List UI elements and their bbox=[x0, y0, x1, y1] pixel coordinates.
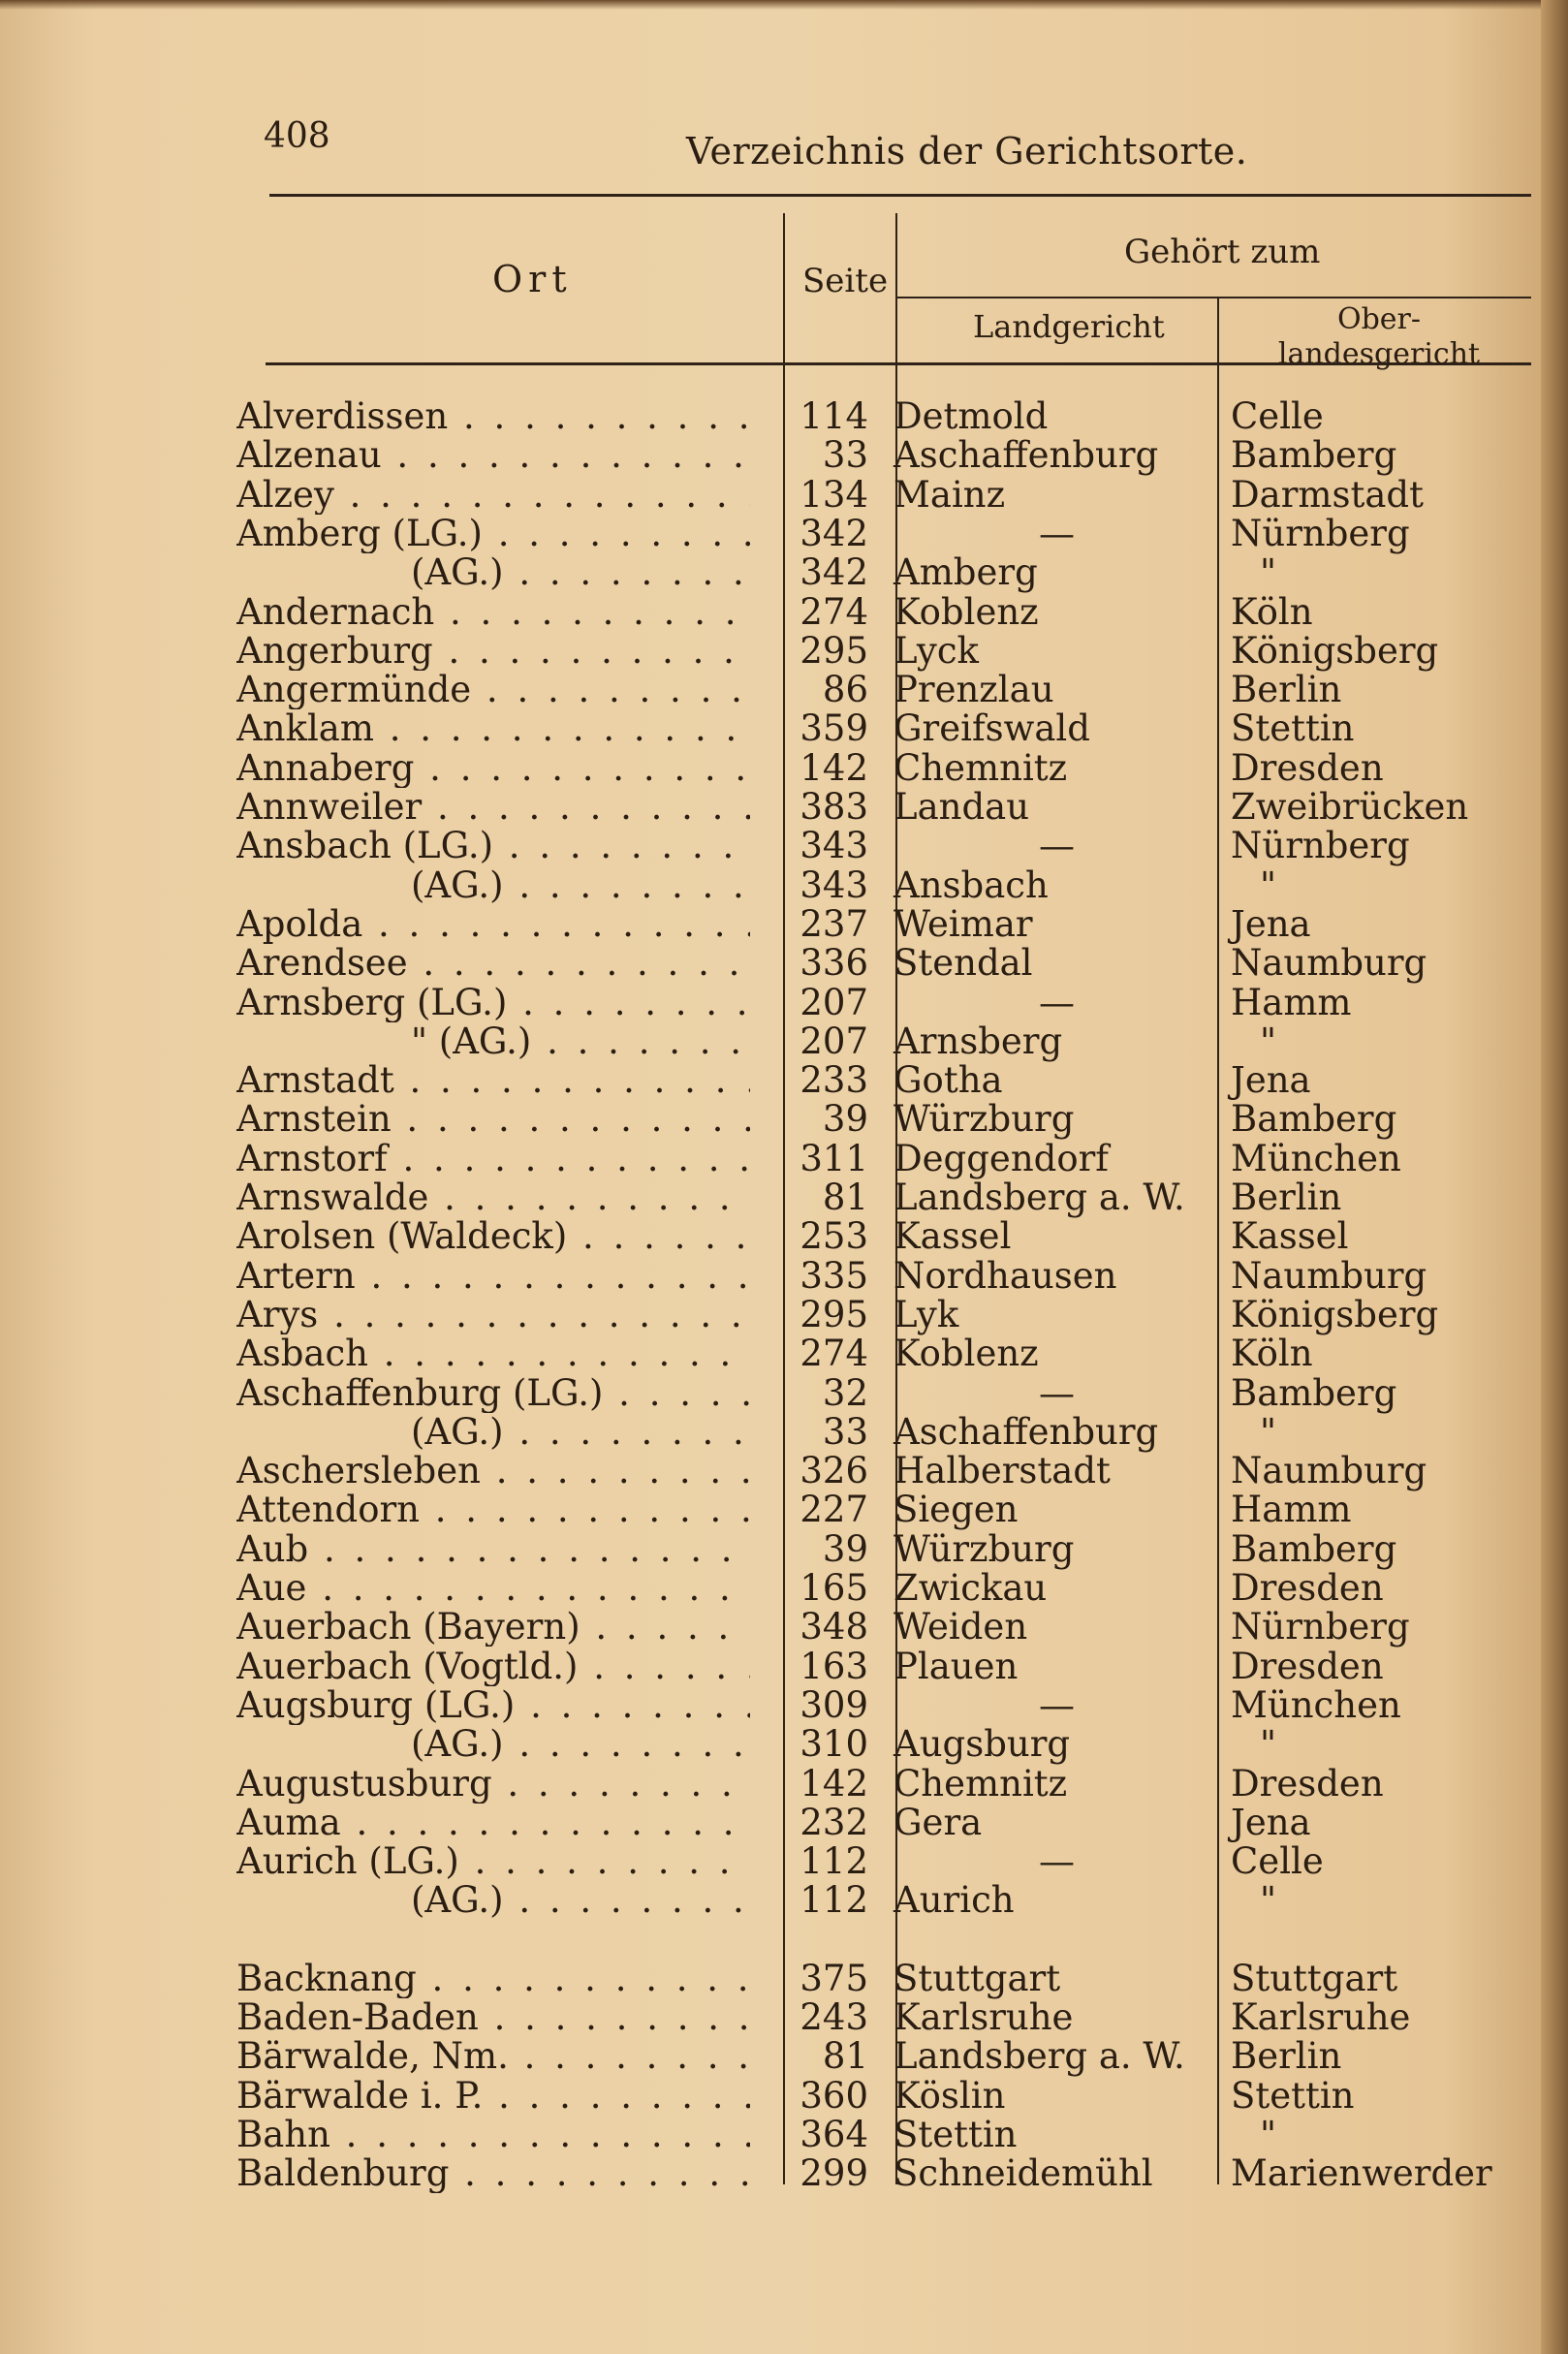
place-name: Angermünde . . . bbox=[236, 671, 750, 709]
page-reference: 233 bbox=[800, 1059, 868, 1102]
table-row bbox=[0, 1683, 1568, 1726]
place-name: Arendsee . . . bbox=[236, 944, 750, 983]
oberlandesgericht-name: Zweibrücken bbox=[1231, 786, 1469, 828]
oberlandesgericht-line-1: Ober- bbox=[1336, 302, 1422, 336]
table-row bbox=[0, 1957, 1568, 1999]
place-name: Apolda . . . bbox=[236, 905, 750, 944]
oberlandesgericht-name: Hamm bbox=[1231, 981, 1352, 1023]
oberlandesgericht-name: Stettin bbox=[1231, 707, 1355, 750]
landgericht-name: Weimar bbox=[894, 902, 1033, 945]
landgericht-name: Deggendorf bbox=[894, 1137, 1109, 1179]
page-reference: 81 bbox=[822, 2035, 868, 2078]
running-title: Verzeichnis der Gerichtsorte. bbox=[686, 130, 1248, 173]
oberlandesgericht-name: " bbox=[1260, 551, 1277, 594]
table-row bbox=[0, 1645, 1568, 1687]
landgericht-name: Gera bbox=[894, 1801, 983, 1843]
landgericht-name: Kassel bbox=[894, 1215, 1012, 1258]
place-name: (AG.) . . . bbox=[236, 1413, 750, 1452]
page-reference: 207 bbox=[800, 1020, 868, 1062]
landgericht-name: Greifswald bbox=[894, 707, 1090, 750]
landgericht-name: Siegen bbox=[894, 1489, 1019, 1531]
landgericht-name: Weiden bbox=[894, 1606, 1028, 1648]
oberlandesgericht-name: " bbox=[1260, 2113, 1277, 2155]
oberlandesgericht-name: Bamberg bbox=[1231, 1527, 1397, 1570]
landgericht-name: Lyk bbox=[894, 1293, 959, 1335]
page-reference: 348 bbox=[800, 1606, 868, 1648]
table-row bbox=[0, 2037, 1568, 2076]
landgericht-name: Würzburg bbox=[894, 1098, 1075, 1141]
page-reference: 311 bbox=[800, 1137, 868, 1179]
place-name: " (AG.) . . . bbox=[236, 1022, 750, 1061]
table-row bbox=[0, 2113, 1568, 2155]
page-reference: 237 bbox=[800, 902, 868, 945]
oberlandesgericht-name: Nürnberg bbox=[1231, 1606, 1410, 1648]
oberlandesgericht-name: Stuttgart bbox=[1231, 1957, 1398, 1999]
oberlandesgericht-name: " bbox=[1260, 1879, 1277, 1922]
table-row bbox=[0, 1410, 1568, 1453]
table-row bbox=[0, 1842, 1568, 1881]
table-row bbox=[0, 1452, 1568, 1491]
page-reference: 227 bbox=[800, 1489, 868, 1531]
page-reference: 360 bbox=[800, 2074, 868, 2117]
oberlandesgericht-name: Dresden bbox=[1231, 1567, 1384, 1609]
table-row bbox=[0, 1022, 1568, 1061]
place-name: Arnstadt . . . bbox=[236, 1061, 750, 1100]
oberlandesgericht-name: Hamm bbox=[1231, 1489, 1352, 1531]
page-reference: 335 bbox=[800, 1254, 868, 1297]
page-reference: 310 bbox=[800, 1723, 868, 1766]
landgericht-name: — bbox=[1039, 512, 1075, 554]
table-row bbox=[0, 629, 1568, 672]
table-row bbox=[0, 1569, 1568, 1608]
oberlandesgericht-name: Berlin bbox=[1231, 1177, 1342, 1218]
landgericht-name: Stettin bbox=[894, 2113, 1018, 2155]
oberlandesgericht-name: München bbox=[1231, 1137, 1401, 1179]
landgericht-name: — bbox=[1039, 1683, 1075, 1726]
page-reference: 309 bbox=[800, 1683, 868, 1726]
landgericht-name: Mainz bbox=[894, 473, 1006, 516]
place-name: Bärwalde i. P. . . . bbox=[236, 2077, 750, 2116]
landgericht-name: Ansbach bbox=[894, 863, 1049, 906]
place-name: Auerbach (Bayern) . . . bbox=[236, 1608, 750, 1647]
table-row bbox=[0, 1061, 1568, 1100]
page-reference: 326 bbox=[800, 1450, 868, 1492]
place-name: Alverdissen . . . bbox=[236, 397, 750, 436]
table-row bbox=[0, 2154, 1568, 2193]
place-name: Arnsberg (LG.) . . . bbox=[236, 984, 750, 1022]
oberlandesgericht-name: Bamberg bbox=[1231, 1371, 1397, 1414]
page-reference: 295 bbox=[800, 629, 868, 672]
landgericht-name: Koblenz bbox=[894, 1333, 1039, 1375]
landgericht-name: Karlsruhe bbox=[894, 1996, 1074, 2038]
oberlandesgericht-name: Jena bbox=[1231, 902, 1311, 945]
landgericht-name: Landsberg a. W. bbox=[894, 2035, 1185, 2078]
page-reference: 163 bbox=[800, 1645, 868, 1687]
oberlandesgericht-name: Celle bbox=[1231, 395, 1324, 437]
landgericht-name: — bbox=[1039, 1840, 1075, 1883]
page-reference: 114 bbox=[800, 395, 868, 437]
place-name: Bahn . . . bbox=[236, 2116, 750, 2154]
place-name: (AG.) . . . bbox=[236, 1881, 750, 1920]
table-row bbox=[0, 981, 1568, 1023]
landgericht-name: Gotha bbox=[894, 1059, 1003, 1102]
place-name: Annweiler . . . bbox=[236, 788, 750, 827]
page-reference: 383 bbox=[800, 786, 868, 828]
landgericht-name: Lyck bbox=[894, 629, 979, 672]
column-header-ort: Ort bbox=[492, 258, 573, 300]
table-row bbox=[0, 436, 1568, 475]
place-name: Artern . . . bbox=[236, 1257, 750, 1296]
landgericht-name: Köslin bbox=[894, 2074, 1006, 2117]
column-header-landgericht: Landgericht bbox=[973, 308, 1165, 345]
column-header-oberlandesgericht bbox=[1219, 302, 1539, 372]
page-reference: 243 bbox=[800, 1996, 868, 2038]
table-row bbox=[0, 1527, 1568, 1570]
landgericht-name: — bbox=[1039, 1371, 1075, 1414]
place-name: Ansbach (LG.) . . . bbox=[236, 827, 750, 865]
table-row bbox=[0, 1254, 1568, 1297]
page-reference: 299 bbox=[800, 2152, 868, 2195]
place-name: Auerbach (Vogtld.) . . . bbox=[236, 1648, 750, 1686]
landgericht-name: Stendal bbox=[894, 942, 1033, 985]
page-reference: 343 bbox=[800, 863, 868, 906]
page-reference: 342 bbox=[800, 551, 868, 594]
oberlandesgericht-name: Köln bbox=[1231, 590, 1313, 633]
oberlandesgericht-name: Königsberg bbox=[1231, 629, 1439, 672]
page-reference: 232 bbox=[800, 1801, 868, 1843]
table-row bbox=[0, 1762, 1568, 1805]
place-name: Baldenburg . . . bbox=[236, 2154, 750, 2193]
oberlandesgericht-name: Kassel bbox=[1231, 1215, 1349, 1258]
oberlandesgericht-name: " bbox=[1260, 863, 1277, 906]
table-row bbox=[0, 2074, 1568, 2117]
landgericht-name: Aschaffenburg bbox=[894, 1410, 1159, 1453]
place-name: Arnstein . . . bbox=[236, 1100, 750, 1139]
landgericht-name: Aschaffenburg bbox=[894, 434, 1159, 477]
table-row bbox=[0, 1725, 1568, 1764]
landgericht-name: — bbox=[1039, 825, 1075, 867]
landgericht-name: Koblenz bbox=[894, 590, 1039, 633]
oberlandesgericht-name: Naumburg bbox=[1231, 942, 1427, 985]
page-reference: 33 bbox=[822, 1410, 868, 1453]
table-row bbox=[0, 671, 1568, 709]
table-row bbox=[0, 473, 1568, 516]
table-row bbox=[0, 944, 1568, 983]
page-reference: 207 bbox=[800, 981, 868, 1023]
page-reference: 39 bbox=[822, 1527, 868, 1570]
table-row bbox=[0, 1608, 1568, 1647]
landgericht-name: Detmold bbox=[894, 395, 1049, 437]
table-row bbox=[0, 1137, 1568, 1179]
oberlandesgericht-name: " bbox=[1260, 1020, 1277, 1062]
page-reference: 142 bbox=[800, 1762, 868, 1805]
landgericht-name: Plauen bbox=[894, 1645, 1019, 1687]
place-name: Angerburg . . . bbox=[236, 632, 750, 671]
oberlandesgericht-name: Dresden bbox=[1231, 746, 1384, 789]
oberlandesgericht-name: Karlsruhe bbox=[1231, 1996, 1411, 2038]
page-reference: 86 bbox=[822, 669, 868, 711]
oberlandesgericht-name: Nürnberg bbox=[1231, 512, 1410, 554]
oberlandesgericht-name: Nürnberg bbox=[1231, 825, 1410, 867]
place-name: Annaberg . . . bbox=[236, 749, 750, 788]
oberlandesgericht-name: Celle bbox=[1231, 1840, 1324, 1883]
landgericht-name: Chemnitz bbox=[894, 1762, 1068, 1805]
table-row bbox=[0, 1217, 1568, 1256]
landgericht-name: Zwickau bbox=[894, 1567, 1048, 1609]
landgericht-name: Arnsberg bbox=[894, 1020, 1063, 1062]
page-reference: 33 bbox=[822, 434, 868, 477]
landgericht-name: Nordhausen bbox=[894, 1254, 1117, 1297]
oberlandesgericht-name: Darmstadt bbox=[1231, 473, 1424, 516]
place-name: (AG.) . . . bbox=[236, 1725, 750, 1764]
oberlandesgericht-name: Jena bbox=[1231, 1801, 1311, 1843]
oberlandesgericht-name: Naumburg bbox=[1231, 1254, 1427, 1297]
oberlandesgericht-name: Berlin bbox=[1231, 2035, 1342, 2078]
place-name: Alzey . . . bbox=[236, 476, 750, 515]
landgericht-name: Landau bbox=[894, 786, 1030, 828]
oberlandesgericht-name: Bamberg bbox=[1231, 1098, 1397, 1141]
place-name: Amberg (LG.) . . . bbox=[236, 515, 750, 553]
landgericht-name: Stuttgart bbox=[894, 1957, 1061, 1999]
page-reference: 343 bbox=[800, 825, 868, 867]
page-reference: 295 bbox=[800, 1293, 868, 1335]
oberlandesgericht-name: Dresden bbox=[1231, 1645, 1384, 1687]
place-name: Aschaffenburg (LG.) . . . bbox=[236, 1374, 750, 1413]
page-reference: 112 bbox=[800, 1840, 868, 1883]
place-name: Aub . . . bbox=[236, 1530, 750, 1569]
place-name: Anklam . . . bbox=[236, 709, 750, 748]
landgericht-name: Chemnitz bbox=[894, 746, 1068, 789]
place-name: Aschersleben . . . bbox=[236, 1452, 750, 1491]
table-row bbox=[0, 1371, 1568, 1414]
page-reference: 274 bbox=[800, 1333, 868, 1375]
page-reference: 375 bbox=[800, 1957, 868, 1999]
page-reference: 32 bbox=[822, 1371, 868, 1414]
place-name: Andernach . . . bbox=[236, 593, 750, 632]
table-row bbox=[0, 1100, 1568, 1139]
page-reference: 253 bbox=[800, 1215, 868, 1258]
landgericht-name: — bbox=[1039, 981, 1075, 1023]
oberlandesgericht-name: Berlin bbox=[1231, 669, 1342, 711]
landgericht-name: Aurich bbox=[894, 1879, 1015, 1922]
place-name: Arolsen (Waldeck) . . . bbox=[236, 1217, 750, 1256]
place-name: Baden-Baden . . . bbox=[236, 1998, 750, 2037]
table-row bbox=[0, 1998, 1568, 2037]
place-name: Bärwalde, Nm. . . . bbox=[236, 2037, 750, 2076]
table-row bbox=[0, 397, 1568, 436]
page-reference: 364 bbox=[800, 2113, 868, 2155]
table-row bbox=[0, 1491, 1568, 1529]
page-reference: 165 bbox=[800, 1567, 868, 1609]
page-reference: 336 bbox=[800, 942, 868, 985]
place-name: Alzenau . . . bbox=[236, 436, 750, 475]
place-name: Arnstorf . . . bbox=[236, 1140, 750, 1178]
landgericht-name: Prenzlau bbox=[894, 669, 1054, 711]
page-reference: 81 bbox=[822, 1177, 868, 1218]
table-row bbox=[0, 553, 1568, 592]
table-row bbox=[0, 788, 1568, 827]
landgericht-name: Würzburg bbox=[894, 1527, 1075, 1570]
landgericht-name: Augsburg bbox=[894, 1723, 1071, 1766]
place-name: Arnswalde . . . bbox=[236, 1178, 750, 1217]
oberlandesgericht-name: Dresden bbox=[1231, 1762, 1384, 1805]
oberlandesgericht-name: " bbox=[1260, 1723, 1277, 1766]
page-reference: 342 bbox=[800, 512, 868, 554]
oberlandesgericht-name: Jena bbox=[1231, 1059, 1311, 1102]
page-reference: 39 bbox=[822, 1098, 868, 1141]
place-name: Backnang . . . bbox=[236, 1960, 750, 1998]
page-top-edge bbox=[0, 0, 1568, 10]
oberlandesgericht-name: Marienwerder bbox=[1231, 2152, 1492, 2195]
page-number: 408 bbox=[264, 116, 330, 156]
landgericht-name: Halberstadt bbox=[894, 1450, 1111, 1492]
table-top-rule bbox=[269, 194, 1531, 197]
table-row bbox=[0, 1881, 1568, 1920]
oberlandesgericht-name: Königsberg bbox=[1231, 1293, 1439, 1335]
table-row bbox=[0, 590, 1568, 633]
oberlandesgericht-name: " bbox=[1260, 1410, 1277, 1453]
table-row bbox=[0, 863, 1568, 906]
header-sub-rule bbox=[897, 297, 1531, 298]
page-reference: 142 bbox=[800, 746, 868, 789]
page-reference: 359 bbox=[800, 707, 868, 750]
oberlandesgericht-name: München bbox=[1231, 1683, 1401, 1726]
place-name: Asbach . . . bbox=[236, 1334, 750, 1373]
place-name: Augustusburg . . . bbox=[236, 1765, 750, 1804]
table-row bbox=[0, 709, 1568, 748]
oberlandesgericht-line-2: landesgericht bbox=[1277, 337, 1481, 371]
table-row bbox=[0, 1178, 1568, 1217]
landgericht-name: Schneidemühl bbox=[894, 2152, 1153, 2195]
place-name: (AG.) . . . bbox=[236, 866, 750, 905]
column-header-gehoert-zum: Gehört zum bbox=[1124, 233, 1321, 271]
table-row bbox=[0, 746, 1568, 789]
place-name: Augsburg (LG.) . . . bbox=[236, 1686, 750, 1725]
oberlandesgericht-name: Stettin bbox=[1231, 2074, 1355, 2117]
oberlandesgericht-name: Naumburg bbox=[1231, 1450, 1427, 1492]
place-name: (AG.) . . . bbox=[236, 553, 750, 592]
place-name: Auma . . . bbox=[236, 1804, 750, 1842]
table-row bbox=[0, 512, 1568, 554]
table-row bbox=[0, 902, 1568, 945]
table-row bbox=[0, 1801, 1568, 1843]
place-name: Aurich (LG.) . . . bbox=[236, 1842, 750, 1881]
place-name: Arys . . . bbox=[236, 1296, 750, 1334]
oberlandesgericht-name: Köln bbox=[1231, 1333, 1313, 1375]
page-reference: 134 bbox=[800, 473, 868, 516]
page-reference: 112 bbox=[800, 1879, 868, 1922]
table-row bbox=[0, 827, 1568, 865]
landgericht-name: Landsberg a. W. bbox=[894, 1177, 1185, 1218]
oberlandesgericht-name: Bamberg bbox=[1231, 434, 1397, 477]
table-row bbox=[0, 1293, 1568, 1335]
place-name: Attendorn . . . bbox=[236, 1491, 750, 1529]
page-reference: 274 bbox=[800, 590, 868, 633]
landgericht-name: Amberg bbox=[894, 551, 1038, 594]
place-name: Aue . . . bbox=[236, 1569, 750, 1608]
table-row bbox=[0, 1334, 1568, 1373]
column-header-seite: Seite bbox=[802, 262, 889, 300]
